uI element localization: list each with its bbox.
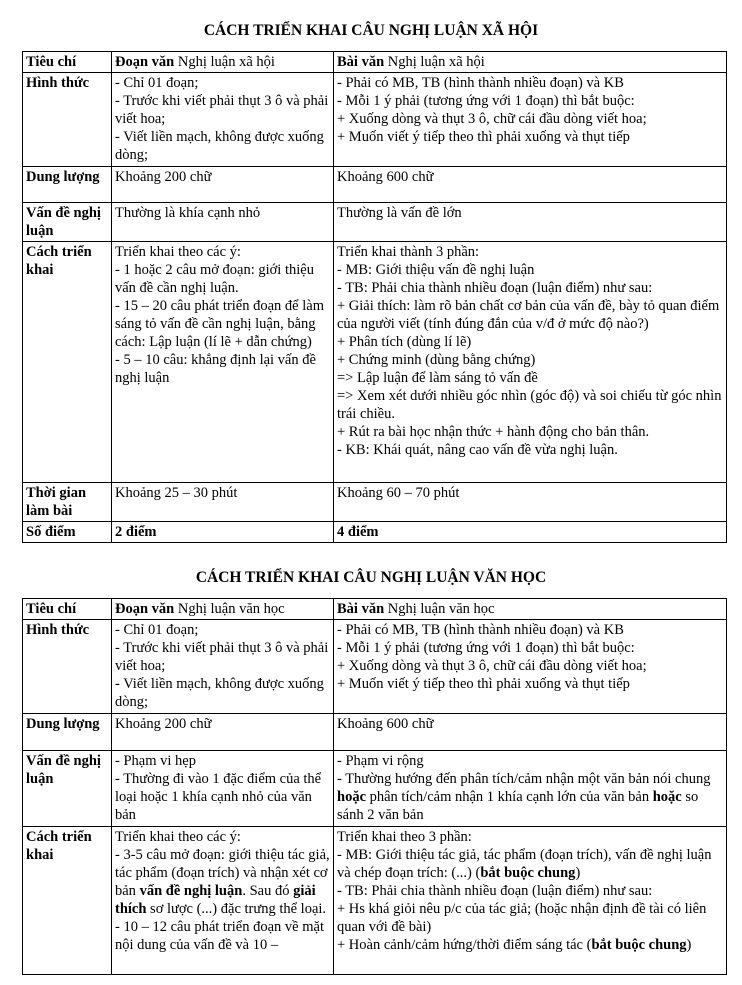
- cell-bai-hinh-thuc: - Phải có MB, TB (hình thành nhiều đoạn) và KB - Mỗi 1 ý phải (tương ứng với 1 đoạn) thì bắt buộc: + Xuống dòng và thụt 3 ô, chữ cái đầu dòng viết hoa; + Muốn viết ý tiếp theo thì phải xuống và thụt tiếp: [334, 620, 727, 714]
- cell-bai-cach-trien-khai: Triển khai theo 3 phần: - MB: Giới thiệu tác giả, tác phẩm (đoạn trích), vấn đề nghị luận và chép đoạn trích: (...) (bắt buộc chung) - TB: Phải chia thành nhiều đoạn (luận điểm) như sau: + Hs khá giỏi nêu p/c của tác giả; (hoặc nhận định đề tài có liên quan với đề bài) + Hoàn cảnh/cảm hứng/thời điểm sáng tác (bắt buộc chung): [334, 827, 727, 975]
- label-thoi-gian: Thời gian làm bài: [23, 483, 112, 522]
- table-nghi-luan-xa-hoi: [22, 51, 727, 543]
- cell-doan-so-diem: 2 điểm: [112, 522, 334, 543]
- cell-doan-hinh-thuc: - Chỉ 01 đoạn; - Trước khi viết phải thụt 3 ô và phải viết hoa; - Viết liền mạch, không được xuống dòng;: [112, 73, 334, 167]
- row-hinh-thuc: [23, 73, 727, 167]
- label-hinh-thuc: Hình thức: [23, 620, 112, 714]
- cell-bai-hinh-thuc: - Phải có MB, TB (hình thành nhiều đoạn) và KB - Mỗi 1 ý phải (tương ứng với 1 đoạn) thì bắt buộc: + Xuống dòng và thụt 3 ô, chữ cái đầu dòng viết hoa; + Muốn viết ý tiếp theo thì phải xuống và thụt tiếp: [334, 73, 727, 167]
- cell-doan-cach-trien-khai: Triển khai theo các ý: - 3-5 câu mở đoạn: giới thiệu tác giả, tác phẩm (đoạn trích) và nhận xét cơ bản vấn đề nghị luận. Sau đó giải thích sơ lược (...) đặc trưng thể loại. - 10 – 12 câu phát triển đoạn về mặt nội dung của vấn đề và 10 –: [112, 827, 334, 975]
- cell-doan-thoi-gian: Khoảng 25 – 30 phút: [112, 483, 334, 522]
- cell-bai-so-diem: 4 điểm: [334, 522, 727, 543]
- cell-doan-dung-luong: Khoảng 200 chữ: [112, 167, 334, 203]
- row-dung-luong: [23, 714, 727, 751]
- title-nghi-luan-van-hoc: CÁCH TRIỂN KHAI CÂU NGHỊ LUẬN VĂN HỌC: [195, 569, 547, 586]
- label-cach-trien-khai: Cách triển khai: [23, 827, 112, 975]
- row-cach-trien-khai: [23, 242, 727, 483]
- row-van-de: [23, 203, 727, 242]
- cell-doan-cach-trien-khai: Triển khai theo các ý: - 1 hoặc 2 câu mở đoạn: giới thiệu vấn đề cần nghị luận. - 15 – 20 câu phát triển đoạn để làm sáng tỏ vấn đề cần nghị luận, bằng cách: Lập luận (lí lẽ + dẫn chứng) - 5 – 10 câu: khẳng định lại vấn đề nghị luận: [112, 242, 334, 483]
- label-hinh-thuc: Hình thức: [23, 73, 112, 167]
- row-van-de: [23, 751, 727, 827]
- table-header-row: [23, 52, 727, 73]
- cell-doan-dung-luong: Khoảng 200 chữ: [112, 714, 334, 751]
- cell-doan-hinh-thuc: - Chỉ 01 đoạn; - Trước khi viết phải thụt 3 ô và phải viết hoa; - Viết liền mạch, không được xuống dòng;: [112, 620, 334, 714]
- cell-doan-van-de: Thường là khía cạnh nhỏ: [112, 203, 334, 242]
- header-doan-van: Đoạn văn Nghị luận văn học: [112, 599, 334, 620]
- title-nghi-luan-xa-hoi: CÁCH TRIỂN KHAI CÂU NGHỊ LUẬN XÃ HỘI: [203, 22, 539, 39]
- label-dung-luong: Dung lượng: [23, 714, 112, 751]
- label-so-diem: Số điểm: [23, 522, 112, 543]
- cell-bai-van-de: Thường là vấn đề lớn: [334, 203, 727, 242]
- row-hinh-thuc: [23, 620, 727, 714]
- table-nghi-luan-van-hoc: [22, 598, 727, 975]
- label-van-de: Vấn đề nghị luận: [23, 203, 112, 242]
- label-van-de: Vấn đề nghị luận: [23, 751, 112, 827]
- cell-bai-thoi-gian: Khoảng 60 – 70 phút: [334, 483, 727, 522]
- row-so-diem: [23, 522, 727, 543]
- header-doan-van: Đoạn văn Nghị luận xã hội: [112, 52, 334, 73]
- header-bai-van: Bài văn Nghị luận xã hội: [334, 52, 727, 73]
- cell-bai-dung-luong: Khoảng 600 chữ: [334, 167, 727, 203]
- label-dung-luong: Dung lượng: [23, 167, 112, 203]
- cell-doan-van-de: - Phạm vi hẹp - Thường đi vào 1 đặc điểm của thể loại hoặc 1 khía cạnh nhỏ của văn bản: [112, 751, 334, 827]
- table-header-row: [23, 599, 727, 620]
- row-dung-luong: [23, 167, 727, 203]
- row-thoi-gian: [23, 483, 727, 522]
- label-cach-trien-khai: Cách triển khai: [23, 242, 112, 483]
- header-tieu-chi: Tiêu chí: [23, 599, 112, 620]
- row-cach-trien-khai: [23, 827, 727, 975]
- cell-bai-cach-trien-khai: Triển khai thành 3 phần: - MB: Giới thiệu vấn đề nghị luận - TB: Phải chia thành nhiều đoạn (luận điểm) như sau: + Giải thích: làm rõ bản chất cơ bản của vấn đề, bày tỏ quan điểm của người viết (tính đúng đắn của v/đ ở mức độ nào?) + Phân tích (dùng lí lẽ) + Chứng minh (dùng bằng chứng) => Lập luận để làm sáng tỏ vấn đề => Xem xét dưới nhiều góc nhìn (góc độ) và soi chiếu từ góc nhìn trái chiều. + Rút ra bài học nhận thức + hành động cho bản thân. - KB: Khái quát, nâng cao vấn đề vừa nghị luận.: [334, 242, 727, 483]
- header-bai-van: Bài văn Nghị luận văn học: [334, 599, 727, 620]
- cell-bai-dung-luong: Khoảng 600 chữ: [334, 714, 727, 751]
- header-tieu-chi: Tiêu chí: [23, 52, 112, 73]
- cell-bai-van-de: - Phạm vi rộng - Thường hướng đến phân tích/cảm nhận một văn bản nói chung hoặc phân tích/cảm nhận 1 khía cạnh lớn của văn bản hoặc so sánh 2 văn bản: [334, 751, 727, 827]
